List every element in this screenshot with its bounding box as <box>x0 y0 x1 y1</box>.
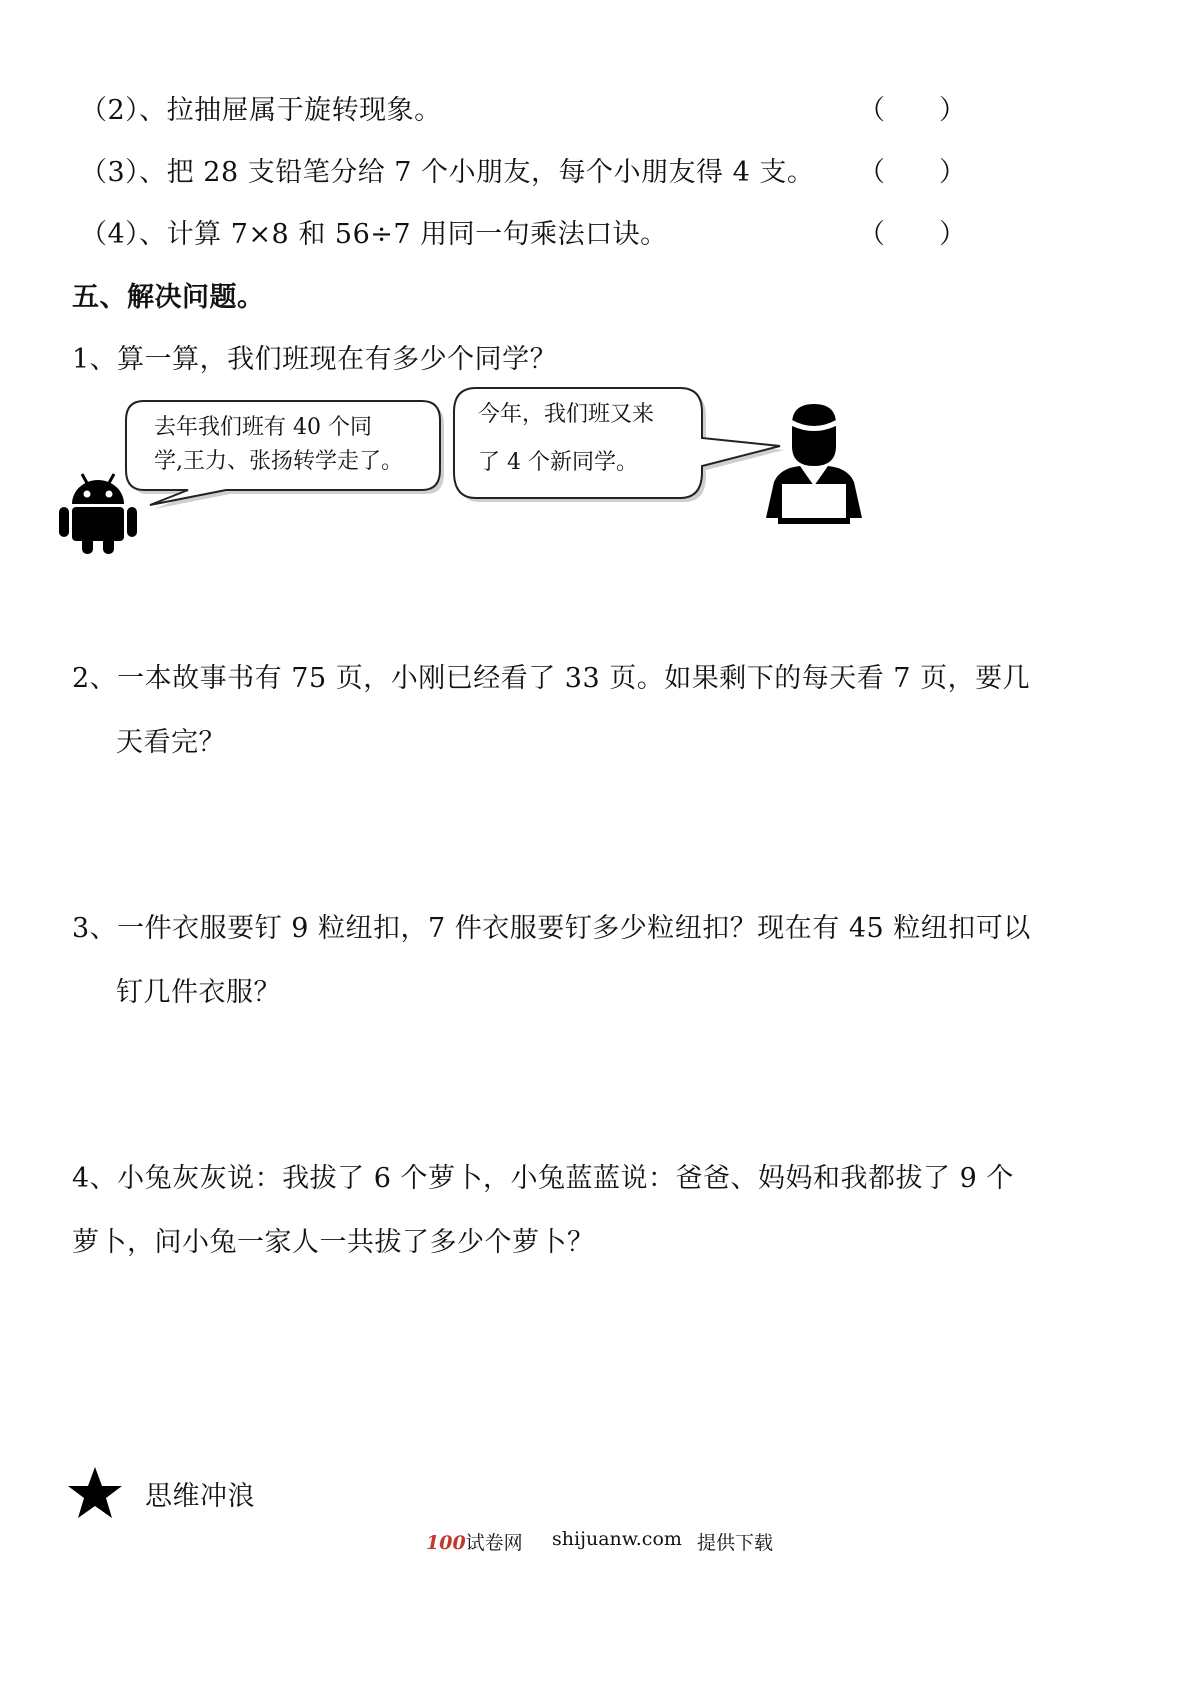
judgement-item-2: （2）、拉抽屉属于旋转现象。 <box>80 95 442 126</box>
problem-4-line-2: 萝卜，问小兔一家人一共拔了多少个萝卜？ <box>72 1227 595 1258</box>
thinking-label: 思维冲浪 <box>145 1481 255 1512</box>
problem-1-question: 1、算一算，我们班现在有多少个同学？ <box>72 344 558 375</box>
answer-bracket-4: （ ） <box>858 219 966 250</box>
problem-3-line-1: 3、一件衣服要钉 9 粒纽扣，7 件衣服要钉多少粒纽扣？现在有 45 粒纽扣可以 <box>72 913 1031 944</box>
section-heading: 五、解决问题。 <box>72 282 265 313</box>
answer-bracket-2: （ ） <box>858 95 966 126</box>
footer-note: 提供下载 <box>697 1532 774 1554</box>
footer-logo-number: 100 <box>426 1532 466 1554</box>
judgement-item-4: （4）、计算 7×8 和 56÷7 用同一句乘法口诀。 <box>80 219 668 250</box>
android-icon <box>58 470 138 554</box>
teacher-icon <box>764 402 864 532</box>
problem-2-line-2: 天看完？ <box>116 727 226 758</box>
footer-site: shijuanw.com <box>552 1528 682 1550</box>
bubble-right-line-2: 了 4 个新同学。 <box>478 450 638 475</box>
judgement-item-3: （3）、把 28 支铅笔分给 7 个小朋友，每个小朋友得 4 支。 <box>80 157 815 188</box>
star-icon <box>66 1465 124 1521</box>
problem-3-line-2: 钉几件衣服？ <box>116 977 281 1008</box>
bubble-right-line-1: 今年，我们班又来 <box>478 402 655 427</box>
footer-logo <box>426 1528 523 1555</box>
bubble-left-line-1: 去年我们班有 40 个同 <box>154 415 372 440</box>
answer-bracket-3: （ ） <box>858 157 966 188</box>
footer-logo-text: 试卷网 <box>465 1532 523 1554</box>
problem-2-line-1: 2、一本故事书有 75 页，小刚已经看了 33 页。如果剩下的每天看 7 页，要几 <box>72 663 1031 694</box>
problem-4-line-1: 4、小兔灰灰说：我拔了 6 个萝卜，小兔蓝蓝说：爸爸、妈妈和我都拔了 9 个 <box>72 1163 1014 1194</box>
bubble-left-line-2: 学,王力、张扬转学走了。 <box>154 449 403 474</box>
